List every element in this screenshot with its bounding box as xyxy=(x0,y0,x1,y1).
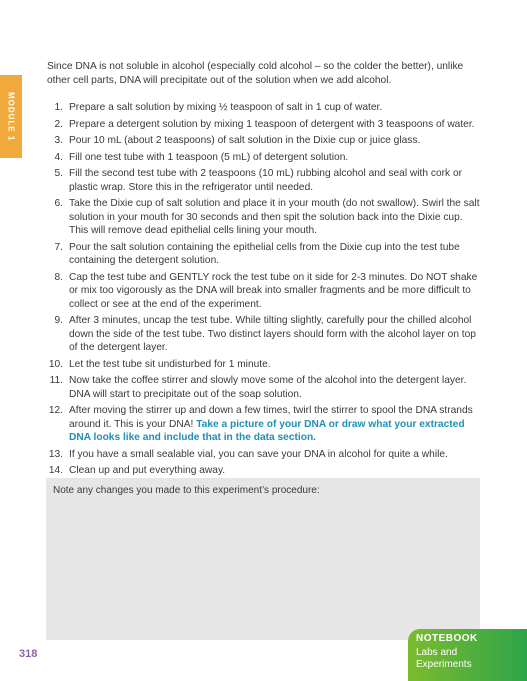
page-number: 318 xyxy=(19,648,38,660)
step-item: 9. After 3 minutes, uncap the test tube. While tilting slightly, carefully pour the chilled alcohol down the side of the test tube. Two distinct layers should form with the alcohol layer on top of the detergent layer. xyxy=(47,314,480,355)
step-text: Pour the salt solution containing the epithelial cells from the Dixie cup into the test tube containing the detergent solution. xyxy=(69,241,460,266)
step-text: After 3 minutes, uncap the test tube. While tilting slightly, carefully pour the chilled alcohol down the side of the test tube. Two distinct layers should form with the alcohol layer on top of the detergent layer. xyxy=(69,315,476,353)
step-item: 7. Pour the salt solution containing the epithelial cells from the Dixie cup into the test tube containing the detergent solution. xyxy=(47,241,480,268)
step-item: 13. If you have a small sealable vial, you can save your DNA in alcohol for quite a while. xyxy=(47,448,480,462)
step-item: 2. Prepare a detergent solution by mixing 1 teaspoon of detergent with 3 teaspoons of water. xyxy=(47,118,480,132)
module-label: MODULE 1 xyxy=(6,91,16,142)
notebook-subtitle-1: Labs and xyxy=(416,647,458,658)
notebook-subtitle-2: Experiments xyxy=(416,659,472,670)
step-item: 14. Clean up and put everything away. xyxy=(47,464,480,478)
step-text: Now take the coffee stirrer and slowly move some of the alcohol into the detergent layer. DNA will start to precipitate out of the soap solution. xyxy=(69,375,467,400)
step-item: 11. Now take the coffee stirrer and slowly move some of the alcohol into the detergent layer. DNA will start to precipitate out of the soap solution. xyxy=(47,374,480,401)
intro-paragraph: Since DNA is not soluble in alcohol (especially cold alcohol – so the colder the better), unlike other cell parts, DNA will precipitate out of the solution when we add alcohol. xyxy=(47,61,464,86)
step-item: 4. Fill one test tube with 1 teaspoon (5 mL) of detergent solution. xyxy=(47,151,480,165)
step-text: After moving the stirrer up and down a few times, twirl the stirrer to spool the DNA strands around it. This is your DNA! xyxy=(69,405,473,430)
step-text: Pour 10 mL (about 2 teaspoons) of salt solution in the Dixie cup or juice glass. xyxy=(69,135,421,146)
notebook-title: NOTEBOOK xyxy=(416,633,478,644)
module-tab xyxy=(0,75,22,158)
step-item: 5. Fill the second test tube with 2 teaspoons (10 mL) rubbing alcohol and seal with cork or plastic wrap. Store this in the refrigerator until needed. xyxy=(47,167,480,194)
step-text: Take the Dixie cup of salt solution and place it in your mouth (do not swallow). Swirl the salt solution in your mouth for 30 seconds and then spit the solution back into the Dixie cup. This will remove dead epithelial cells lining your mouth. xyxy=(69,198,480,236)
notebook-tab xyxy=(408,629,527,681)
step-item: 10. Let the test tube sit undisturbed for 1 minute. xyxy=(47,358,480,372)
step-highlight-text: Take a picture of your DNA or draw what your extracted DNA looks like and include that in the data section. xyxy=(69,418,465,443)
notes-prompt: Note any changes you made to this experiment’s procedure: xyxy=(53,485,320,496)
step-item: 8. Cap the test tube and GENTLY rock the test tube on it side for 2-3 minutes. Do NOT shake or mix too vigorously as the DNA will break into smaller fragments and be more difficult to collect or see at the end of the experiment. xyxy=(47,271,480,312)
step-text: Clean up and put everything away. xyxy=(69,465,226,476)
step-text: Fill the second test tube with 2 teaspoons (10 mL) rubbing alcohol and seal with cork or plastic wrap. Store this in the refrigerator until needed. xyxy=(69,168,462,193)
step-text: Prepare a salt solution by mixing ½ teaspoon of salt in 1 cup of water. xyxy=(69,102,383,113)
step-item: 12. After moving the stirrer up and down a few times, twirl the stirrer to spool the DNA strands around it. This is your DNA! Take a picture of your DNA or draw what your extracted DNA looks like and include that in the data section. xyxy=(48,405,473,443)
step-item: 3. Pour 10 mL (about 2 teaspoons) of salt solution in the Dixie cup or juice glass. xyxy=(47,134,480,148)
step-item: 6. Take the Dixie cup of salt solution and place it in your mouth (do not swallow). Swirl the salt solution in your mouth for 30 seconds and then spit the solution back into the Dixie cup. This will remove dead epithelial cells lining your mouth. xyxy=(54,198,480,236)
step-text: Fill one test tube with 1 teaspoon (5 mL) of detergent solution. xyxy=(69,151,349,163)
notes-box[interactable] xyxy=(46,478,480,640)
procedure-steps xyxy=(47,101,480,481)
step-text: Prepare a detergent solution by mixing 1 teaspoon of detergent with 3 teaspoons of water. xyxy=(69,118,475,130)
step-text: If you have a small sealable vial, you can save your DNA in alcohol for quite a while. xyxy=(69,448,448,460)
step-text: Let the test tube sit undisturbed for 1 minute. xyxy=(69,358,271,370)
step-item: 1. Prepare a salt solution by mixing ½ teaspoon of salt in 1 cup of water. xyxy=(47,101,480,115)
step-text: Cap the test tube and GENTLY rock the test tube on it side for 2-3 minutes. Do NOT shake or mix too vigorously as the DNA will break into smaller fragments and be more difficult to collect or see at the end of the experiment. xyxy=(69,271,478,310)
